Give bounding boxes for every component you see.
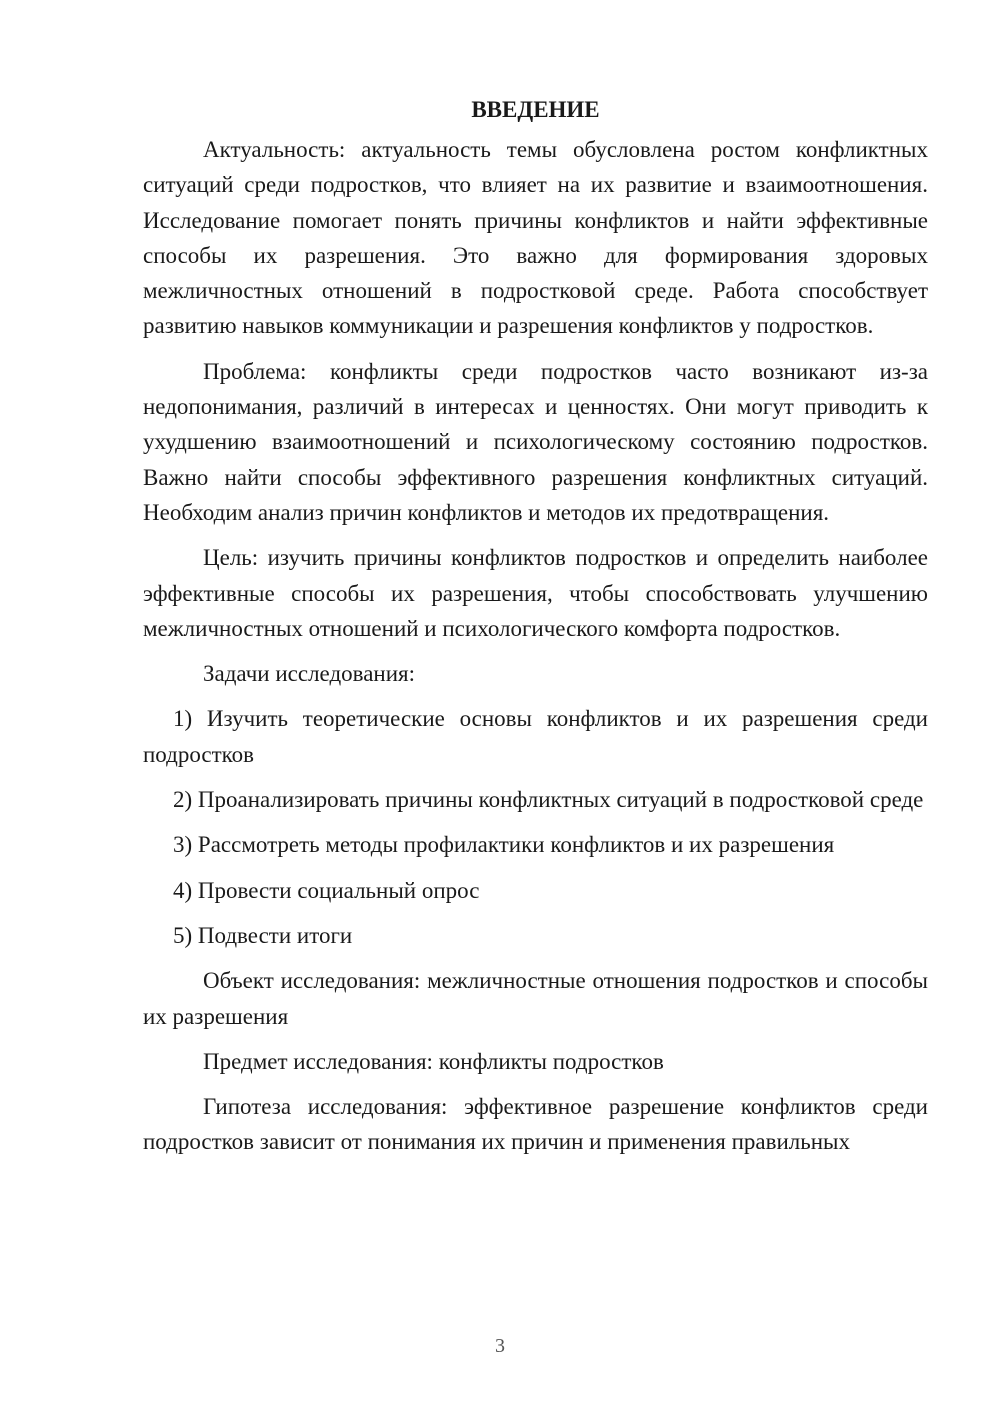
hypothesis-paragraph: Гипотеза исследования: эффективное разрешение конфликтов среди подростков зависит от понимания их причин и применения правильных	[143, 1094, 928, 1155]
problem-paragraph: Проблема: конфликты среди подростков часто возникают из-за недопонимания, различий в интересах и ценностях. Они могут приводить к ухудшению взаимоотношений и психологическому состоянию подростков. Важно найти способы эффективного разрешения конфликтных ситуаций. Необходим анализ причин конфликтов и методов их предотвращения.	[143, 358, 928, 525]
subject-paragraph: Предмет исследования: конфликты подростков	[203, 1048, 664, 1074]
page-number: 3	[495, 1335, 505, 1357]
page-title: ВВЕДЕНИЕ	[471, 97, 600, 122]
task-item: 1) Изучить теоретические основы конфликтов и их разрешения среди подростков	[143, 706, 928, 767]
goal-paragraph: Цель: изучить причины конфликтов подростков и определить наиболее эффективные способы их разрешения, чтобы способствовать улучшению межличностных отношений и психологического комфорта подростков.	[143, 545, 928, 641]
relevance-paragraph: Актуальность: актуальность темы обусловлена ростом конфликтных ситуаций среди подростков, что влияет на их развитие и взаимоотношения. Исследование помогает понять причины конфликтов и найти эффективные способы их разрешения. Это важно для формирования здоровых межличностных отношений в подростковой среде. Работа способствует развитию навыков коммуникации и разрешения конфликтов у подростков.	[143, 137, 928, 339]
document-body	[143, 92, 928, 1170]
task-item: 4) Провести социальный опрос	[173, 877, 480, 903]
task-item: 3) Рассмотреть методы профилактики конфликтов и их разрешения	[173, 832, 835, 858]
tasks-heading: Задачи исследования:	[203, 661, 416, 687]
task-item: 2) Проанализировать причины конфликтных ситуаций в подростковой среде	[173, 787, 924, 813]
object-paragraph: Объект исследования: межличностные отношения подростков и способы их разрешения	[143, 968, 928, 1029]
task-item: 5) Подвести итоги	[173, 922, 353, 948]
